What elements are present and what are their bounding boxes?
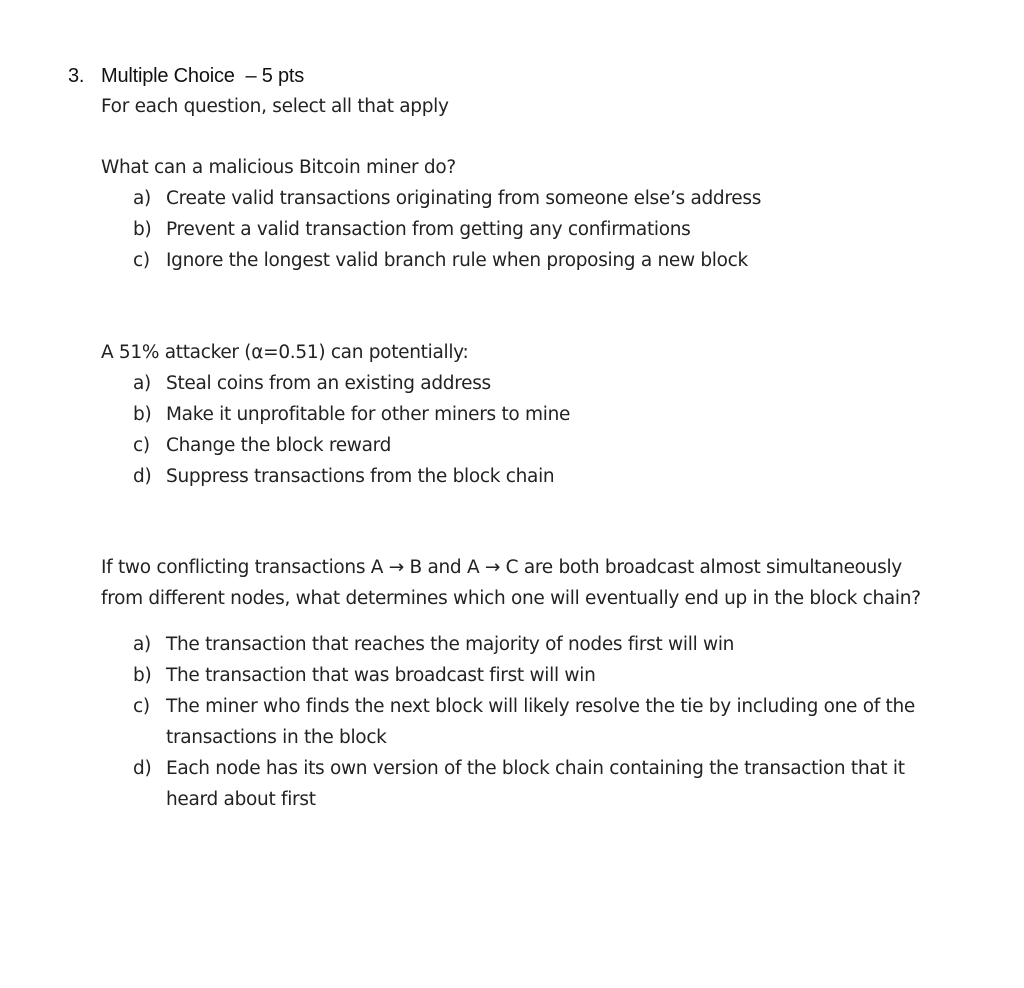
question-text: If two conflicting transactions A → B and A → C are both broadcast almost simultaneously from different nodes, what determines which one will eventually end up in the block chain? (101, 557, 921, 609)
question-2 (101, 337, 921, 492)
option-text: Change the block reward (166, 435, 392, 456)
option-item (101, 214, 921, 245)
option-item (101, 430, 921, 461)
option-text: Steal coins from an existing address (166, 373, 491, 394)
option-text: Each node has its own version of the block chain containing the transaction that it heard about first (166, 758, 905, 810)
option-text: Prevent a valid transaction from getting any confirmations (166, 219, 691, 240)
option-letter: a) (133, 188, 151, 209)
option-letter: b) (133, 665, 152, 686)
option-letter: c) (133, 696, 150, 717)
option-letter: b) (133, 219, 152, 240)
option-letter: c) (133, 250, 150, 271)
option-list (101, 629, 921, 815)
question-text: What can a malicious Bitcoin miner do? (101, 157, 456, 178)
option-letter: d) (133, 466, 152, 487)
section-header (68, 62, 304, 90)
option-item (101, 245, 921, 276)
option-text: Make it unprofitable for other miners to mine (166, 404, 571, 425)
option-item (101, 691, 921, 753)
option-text: The transaction that was broadcast first will win (166, 665, 596, 686)
option-letter: a) (133, 373, 151, 394)
option-item (101, 629, 921, 660)
question-text: A 51% attacker (α=0.51) can potentially: (101, 342, 469, 363)
option-text: The transaction that reaches the majority of nodes first will win (166, 634, 735, 655)
option-text: Create valid transactions originating from someone else’s address (166, 188, 762, 209)
option-item (101, 399, 921, 430)
question-3 (101, 552, 921, 815)
option-text: Suppress transactions from the block chain (166, 466, 555, 487)
option-text: The miner who finds the next block will likely resolve the tie by including one of the transactions in the block (166, 696, 915, 748)
option-letter: a) (133, 634, 151, 655)
section-number: 3. (68, 65, 85, 87)
section-instructions: For each question, select all that apply (101, 96, 449, 117)
option-list (101, 368, 921, 492)
option-item (101, 368, 921, 399)
option-item (101, 461, 921, 492)
option-letter: d) (133, 758, 152, 779)
section-points: – 5 pts (245, 65, 305, 87)
option-text: Ignore the longest valid branch rule when proposing a new block (166, 250, 748, 271)
option-list (101, 183, 921, 276)
option-letter: c) (133, 435, 150, 456)
option-letter: b) (133, 404, 152, 425)
option-item (101, 660, 921, 691)
question-1 (101, 152, 921, 276)
section-title: Multiple Choice (101, 65, 235, 87)
option-item (101, 753, 921, 815)
option-item (101, 183, 921, 214)
